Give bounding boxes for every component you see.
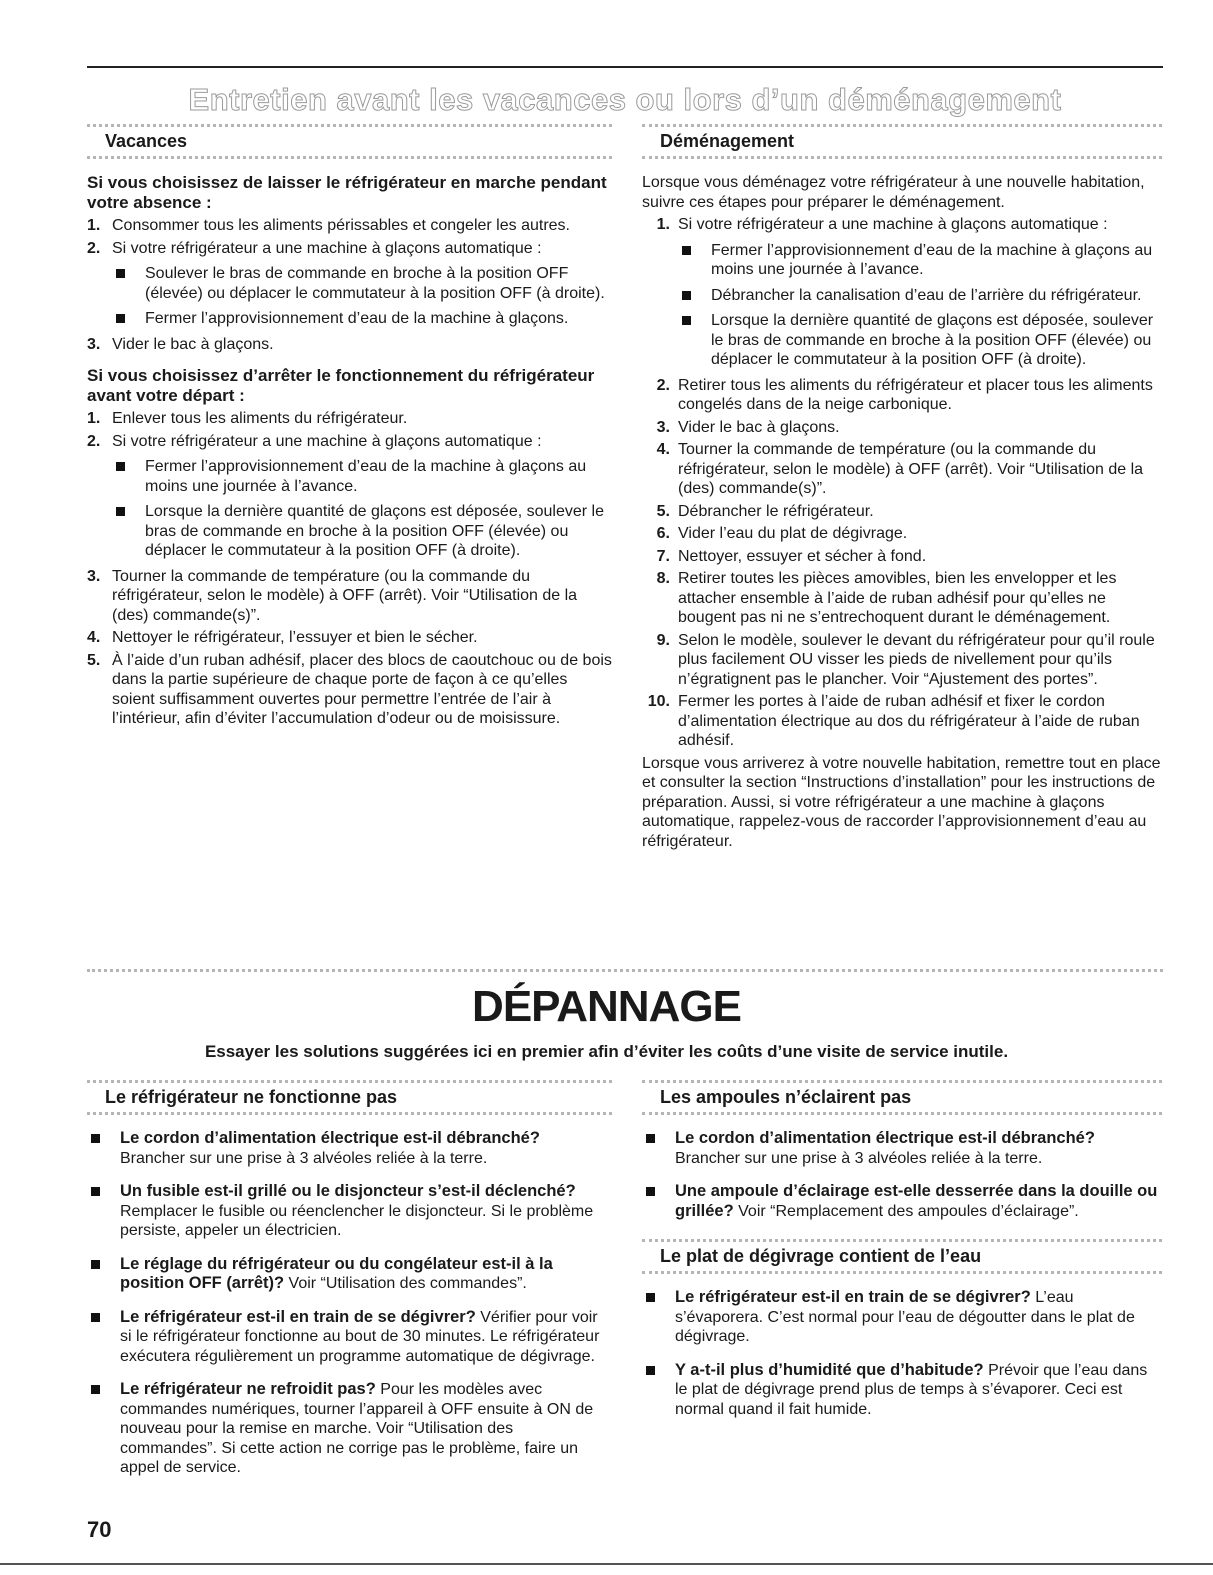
list-item: 8. Retirer toutes les pièces amovibles, bien les envelopper et les attacher ensemble à l’aide de ruban adhésif pour qu’elles ne bougent pas ni ne s’entrechoquent durant le déménagement. bbox=[656, 570, 1117, 626]
bullet-item: Fermer l’approvisionnement d’eau de la machine à glaçons. bbox=[112, 309, 612, 329]
vacances-subheading-1: Si vous choisissez de laisser le réfrigérateur en marche pendant votre absence : bbox=[87, 173, 607, 212]
vacances-heading: Vacances bbox=[87, 124, 612, 159]
troubleshoot-item: Un fusible est-il grillé ou le disjoncteur s’est-il déclenché? Remplacer le fusible ou réenclencher le disjoncteur. Si le problème persiste, appeler un électricien. bbox=[87, 1182, 612, 1241]
list-item: 6. Vider l’eau du plat de dégivrage. bbox=[656, 525, 908, 542]
troubleshoot-item: Le réfrigérateur est-il en train de se dégivrer? Vérifier pour voir si le réfrigérateur fonctionne au bout de 30 minutes. Le réfrigérateur exécutera régulièrement un programme automatique de dégivrage. bbox=[87, 1308, 612, 1367]
bullet-item: Fermer l’approvisionnement d’eau de la machine à glaçons au moins une journée à l’avance. bbox=[678, 241, 1162, 280]
list-item: 5. À l’aide d’un ruban adhésif, placer des blocs de caoutchouc ou de bois dans la partie supérieure de chaque porte de façon à ce qu’elles soient suffisamment ouvertes pour permettre l’entrée de l’air à l’intérieur, afin d’éviter l’accumulation d’odeur ou de moisissure. bbox=[87, 651, 612, 727]
troubleshoot-item: Le réglage du réfrigérateur ou du congélateur est-il à la position OFF (arrêt)? Voir “Utilisation des commandes”. bbox=[87, 1255, 612, 1294]
list-item: 9. Selon le modèle, soulever le devant du réfrigérateur pour qu’il roule plus facilement OU visser les pieds de nivellement pour qu’ils n’égratignent pas le plancher. Voir “Ajustement des portes”. bbox=[656, 631, 1155, 688]
list-item: 3. Vider le bac à glaçons. bbox=[87, 335, 274, 353]
troubleshoot-item: Le cordon d’alimentation électrique est-il débranché? Brancher sur une prise à 3 alvéoles reliée à la terre. bbox=[642, 1129, 1162, 1168]
bullet-item: Fermer l’approvisionnement d’eau de la machine à glaçons au moins une journée à l’avance. bbox=[112, 457, 612, 496]
demenagement-heading: Déménagement bbox=[642, 124, 1162, 159]
plat-degivrage-heading: Le plat de dégivrage contient de l’eau bbox=[642, 1239, 1162, 1274]
section-banner: Entretien avant les vacances ou lors d’un déménagement bbox=[188, 82, 1062, 117]
list-item: 2. Si votre réfrigérateur a une machine à glaçons automatique : bbox=[87, 432, 542, 450]
troubleshoot-item: Y a-t-il plus d’humidité que d’habitude? Prévoir que l’eau dans le plat de dégivrage prend plus de temps à s’évaporer. Ceci est normal quand il fait humide. bbox=[642, 1361, 1162, 1420]
demenagement-intro: Lorsque vous déménagez votre réfrigérateur à une nouvelle habitation, suivre ces étapes pour préparer le déménagement. bbox=[642, 174, 1145, 211]
list-item: 3. Tourner la commande de température (ou la commande du réfrigérateur, selon le modèle) à OFF (arrêt). Voir “Utilisation de la (des) commande(s)”. bbox=[87, 567, 578, 624]
list-item: 5. Débrancher le réfrigérateur. bbox=[656, 502, 874, 520]
demenagement-outro: Lorsque vous arriverez à votre nouvelle habitation, remettre tout en place et consulter la section “Instructions d’installation” pour les instructions de préparation. Aussi, si votre réfrigérateur a une machine à glaçons automatique, rappelez-vous de raccorder l’approvisionnement d’eau au réfrigérateur. bbox=[642, 754, 1161, 850]
section-divider bbox=[87, 969, 1163, 972]
list-item: 1. Consommer tous les aliments périssables et congeler les autres. bbox=[87, 217, 570, 234]
bottom-rule bbox=[0, 1563, 1213, 1565]
depannage-subtitle: Essayer les solutions suggérées ici en premier afin d’éviter les coûts d’une visite de service inutile. bbox=[204, 1042, 1009, 1061]
bullet-item: Débrancher la canalisation d’eau de l’arrière du réfrigérateur. bbox=[678, 286, 1162, 306]
troubleshoot-item: Une ampoule d’éclairage est-elle desserrée dans la douille ou grillée? Voir “Remplacement des ampoules d’éclairage”. bbox=[642, 1182, 1162, 1221]
list-item: 2. Si votre réfrigérateur a une machine à glaçons automatique : bbox=[87, 239, 542, 257]
vacances-subheading-2: Si vous choisissez d’arrêter le fonctionnement du réfrigérateur avant votre départ : bbox=[87, 366, 595, 405]
bullet-item: Soulever le bras de commande en broche à la position OFF (élevée) ou déplacer le commutateur à la position OFF (à droite). bbox=[112, 264, 612, 303]
bullet-item: Lorsque la dernière quantité de glaçons est déposée, soulever le bras de commande en broche à la position OFF (élevée) ou déplacer le commutateur à la position OFF (à droite). bbox=[112, 502, 612, 561]
troubleshoot-item: Le réfrigérateur ne refroidit pas? Pour les modèles avec commandes numériques, tourner l’appareil à OFF ensuite à ON de nouveau pour la remise en marche. Voir “Utilisation des commandes”. Si cette action ne corrige pas le problème, faire un appel de service. bbox=[87, 1380, 612, 1478]
list-item: 7. Nettoyer, essuyer et sécher à fond. bbox=[656, 547, 927, 565]
list-item: 4. Tourner la commande de température (ou la commande du réfrigérateur, selon le modèle) à OFF (arrêt). Voir “Utilisation de la (des) commande(s)”. bbox=[656, 441, 1144, 497]
list-item: 4. Nettoyer le réfrigérateur, l’essuyer et bien le sécher. bbox=[87, 629, 478, 646]
list-item: 2. Retirer tous les aliments du réfrigérateur et placer tous les aliments congelés dans de la neige carbonique. bbox=[656, 376, 1153, 413]
vacances-section bbox=[87, 124, 612, 732]
ne-fonctionne-pas-section bbox=[87, 1080, 612, 1492]
ampoules-section bbox=[642, 1080, 1162, 1433]
list-item: 3. Vider le bac à glaçons. bbox=[656, 418, 840, 436]
ampoules-heading: Les ampoules n’éclairent pas bbox=[642, 1080, 1162, 1115]
troubleshoot-item: Le réfrigérateur est-il en train de se dégivrer? L’eau s’évaporera. C’est normal pour l’eau de dégoutter dans le plat de dégivrage. bbox=[642, 1288, 1162, 1347]
top-rule bbox=[87, 66, 1163, 68]
bullet-item: Lorsque la dernière quantité de glaçons est déposée, soulever le bras de commande en broche à la position OFF (élevée) ou déplacer le commutateur à la position OFF (à droite). bbox=[678, 311, 1162, 370]
troubleshoot-item: Le cordon d’alimentation électrique est-il débranché? Brancher sur une prise à 3 alvéoles reliée à la terre. bbox=[87, 1129, 612, 1168]
list-item: 10. Fermer les portes à l’aide de ruban adhésif et fixer le cordon d’alimentation électrique au dos du réfrigérateur à l’aide de ruban adhésif. bbox=[647, 693, 1140, 749]
list-item: 1. Si votre réfrigérateur a une machine à glaçons automatique : bbox=[656, 216, 1108, 233]
page-number: 70 bbox=[87, 1517, 112, 1542]
list-item: 1. Enlever tous les aliments du réfrigérateur. bbox=[87, 410, 408, 427]
ne-fonctionne-pas-heading: Le réfrigérateur ne fonctionne pas bbox=[87, 1080, 612, 1115]
depannage-title: DÉPANNAGE bbox=[472, 982, 741, 1031]
demenagement-section bbox=[642, 124, 1162, 851]
